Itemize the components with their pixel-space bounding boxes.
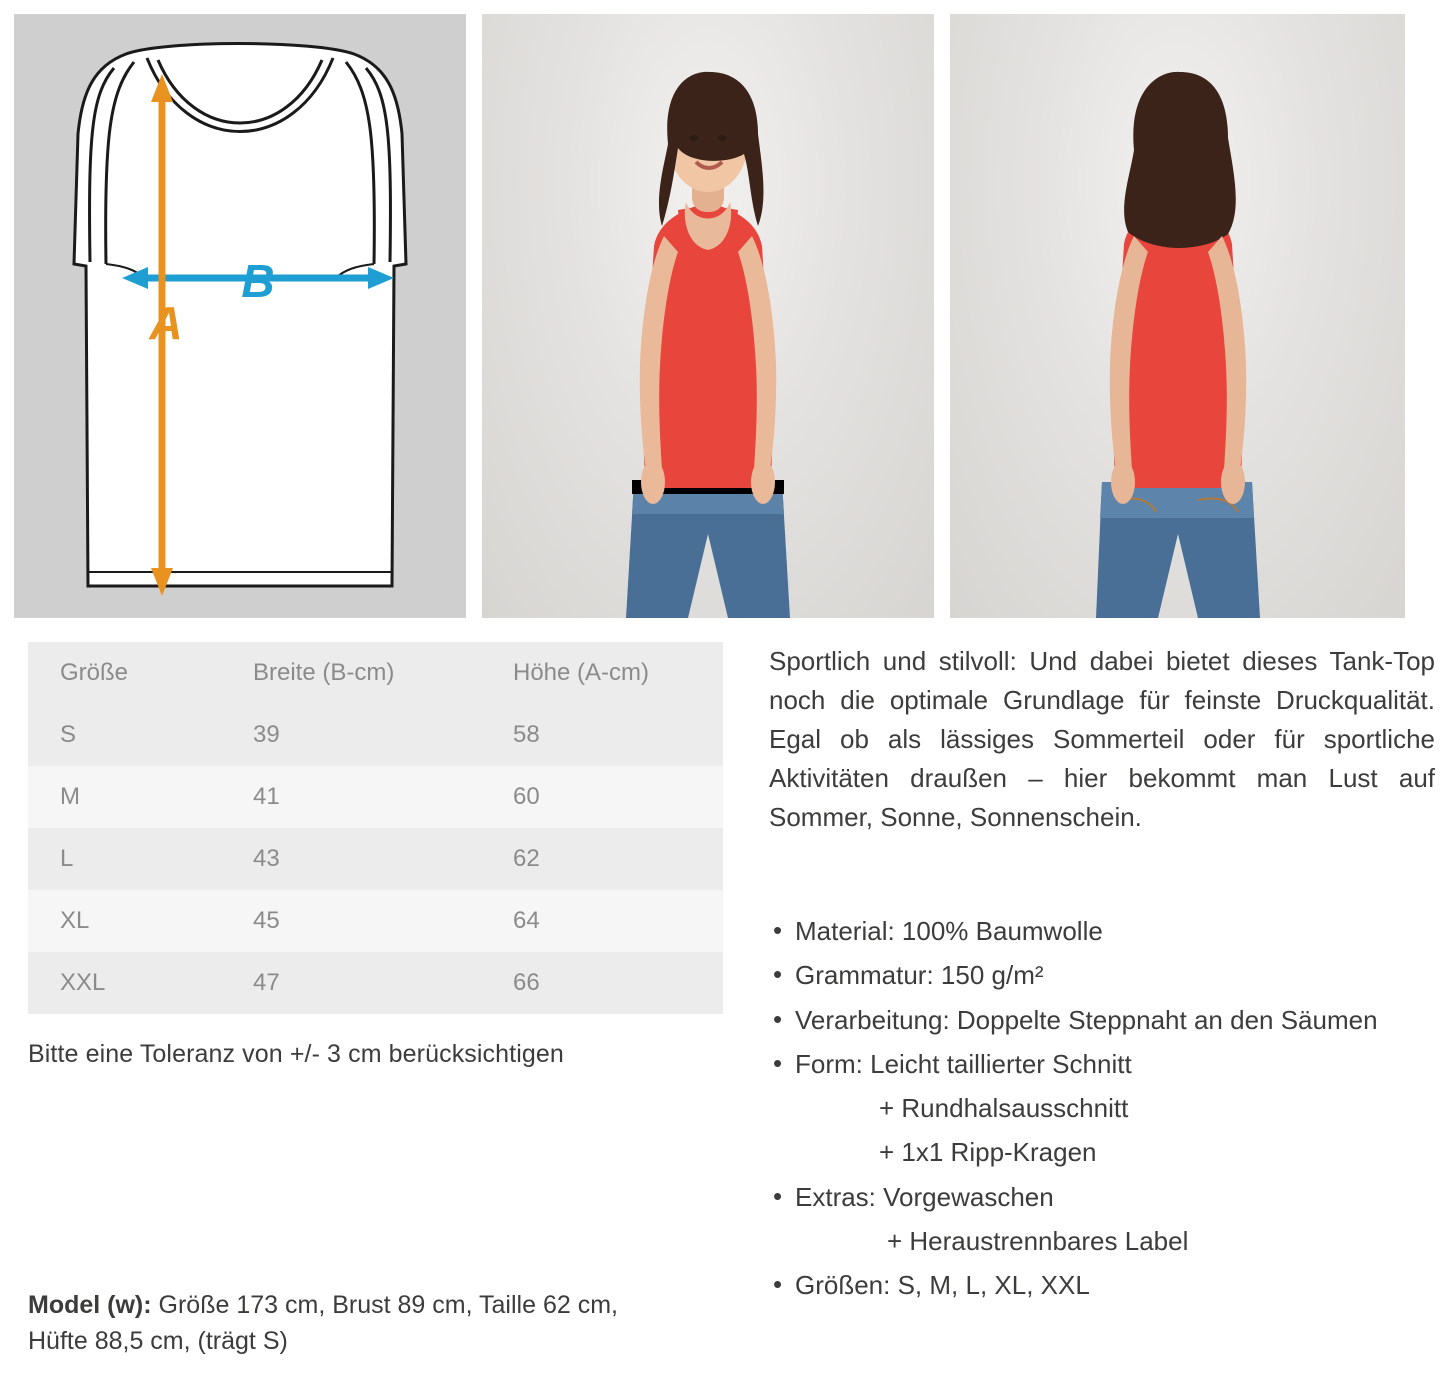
list-item: • Grammatur: 150 g/m² [769,955,1435,995]
list-item: • Verarbeitung: Doppelte Steppnaht an den Säumen [769,1000,1435,1040]
model-back-photo [950,14,1405,618]
table-cell-width: 41 [221,766,481,828]
model-measurements [28,1287,728,1360]
list-item: • Größen: S, M, L, XL, XXL [769,1265,1435,1305]
size-table-column [14,642,739,1310]
table-cell-width: 39 [221,704,481,766]
model-line-1: Größe 173 cm, Brust 89 cm, Taille 62 cm, [151,1290,618,1319]
tolerance-note: Bitte eine Toleranz von +/- 3 cm berücksichtigen [28,1040,564,1068]
list-item: • Material: 100% Baumwolle [769,911,1435,951]
product-description: Sportlich und stilvoll: Und dabei bietet dieses Tank-Top noch die optimale Grundlage für feinste Druckqualität. Egal ob als lässiges Sommerteil oder für sportliche Aktivitäten draußen – hier bekommt man Lust auf Sommer, Sonne, Sonnenschein. [769,646,1435,832]
table-header-cell: Breite (B-cm) [221,642,481,704]
table-row [28,704,723,766]
details-section [0,618,1449,1310]
table-cell-height: 66 [481,952,723,1014]
svg-text:B: B [241,255,275,307]
list-item-sub: + Rundhalsausschnitt [879,1093,1129,1124]
model-line-2: Hüfte 88,5 cm, (trägt S) [28,1326,288,1355]
table-cell-size: S [28,704,221,766]
technical-drawing-panel [14,14,466,618]
table-cell-size: XXL [28,952,221,1014]
table-row [28,828,723,890]
table-row [28,766,723,828]
table-cell-size: L [28,828,221,890]
svg-text:A: A [149,297,183,349]
table-header-cell: Größe [28,642,221,704]
table-cell-height: 64 [481,890,723,952]
list-item: • Form: Leicht taillierter Schnitt [769,1044,1435,1084]
table-cell-width: 43 [221,828,481,890]
table-row [28,890,723,952]
table-cell-size: XL [28,890,221,952]
model-back-illustration [950,14,1405,618]
feature-list [769,911,1435,1306]
table-cell-width: 45 [221,890,481,952]
description-column [739,642,1435,1310]
list-item-sub: + Heraustrennbares Label [887,1226,1189,1257]
model-front-illustration [482,14,934,618]
table-header-row [28,642,723,704]
table-cell-width: 47 [221,952,481,1014]
table-header-cell: Höhe (A-cm) [481,642,723,704]
model-label: Model (w): [28,1290,152,1319]
table-cell-height: 58 [481,704,723,766]
product-image-row [0,0,1449,618]
table-cell-height: 60 [481,766,723,828]
table-cell-height: 62 [481,828,723,890]
tank-top-outline-icon [14,14,466,618]
table-row [28,952,723,1014]
list-item-sub: + 1x1 Ripp-Kragen [879,1137,1097,1168]
list-item: • Extras: Vorgewaschen [769,1177,1435,1217]
model-front-photo [482,14,934,618]
size-table [28,642,723,1014]
table-cell-size: M [28,766,221,828]
